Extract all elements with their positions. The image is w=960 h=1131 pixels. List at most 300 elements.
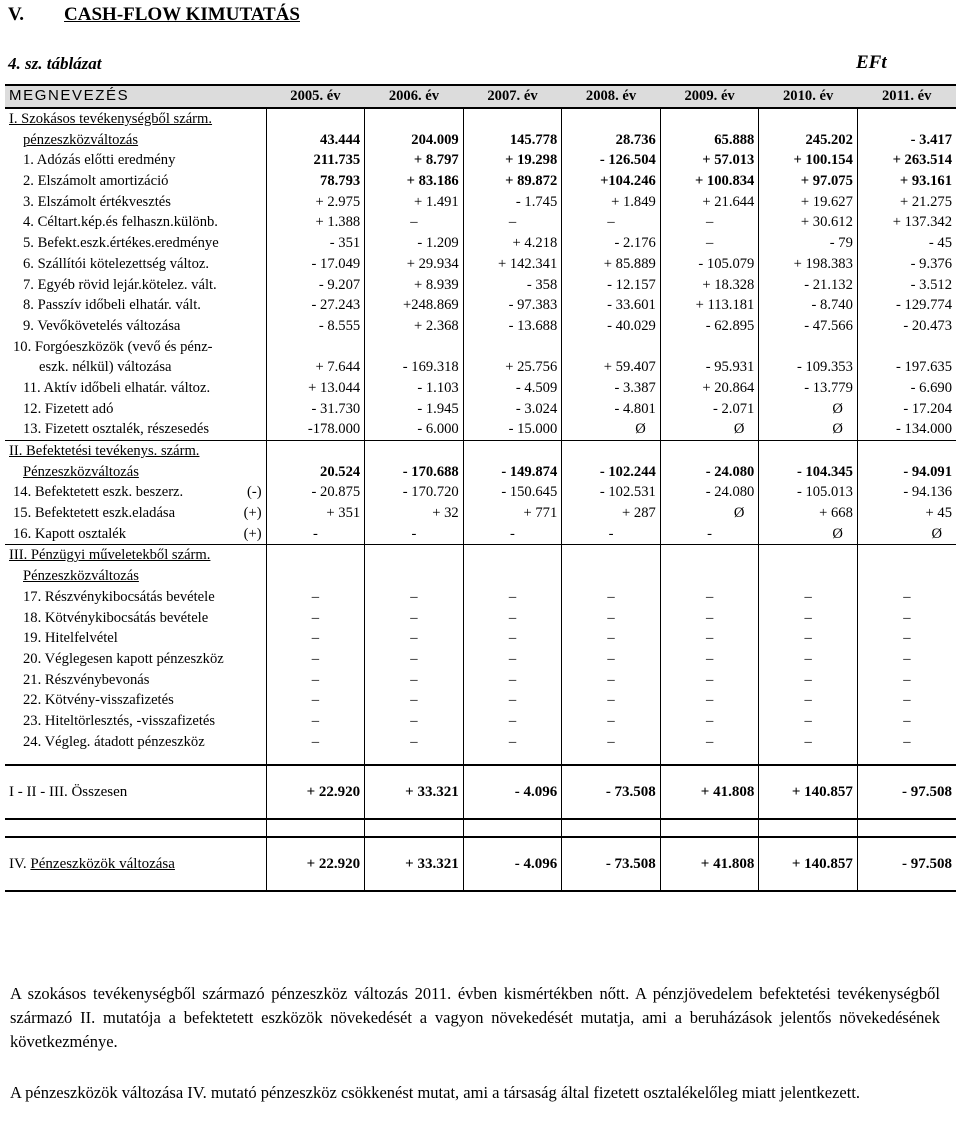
value-cell: -: [660, 523, 759, 544]
change-label: [5, 837, 266, 891]
value-cell: + 33.321: [365, 837, 464, 891]
value-cell: –: [660, 212, 759, 233]
value-cell: - 4.096: [463, 837, 562, 891]
value-cell: –: [463, 628, 562, 649]
spacer-cell: [660, 819, 759, 837]
value-cell: 65.888: [660, 129, 759, 150]
spacer-cell: [266, 819, 365, 837]
table-row: [5, 628, 956, 649]
value-cell: + 263.514: [857, 150, 956, 171]
section-1-title: [5, 108, 266, 130]
table-row: [5, 669, 956, 690]
value-cell: - 6.000: [365, 419, 464, 440]
value-cell: +104.246: [562, 171, 661, 192]
row-label: 1. Adózás előtti eredmény: [5, 150, 266, 171]
value-cell: –: [365, 731, 464, 752]
spacer-cell: [759, 752, 858, 765]
empty-cell: [266, 108, 365, 130]
value-cell: - 94.091: [857, 461, 956, 482]
table-row: [5, 523, 956, 544]
value-cell: + 287: [562, 503, 661, 524]
value-cell: –: [562, 587, 661, 608]
value-cell: –: [660, 587, 759, 608]
value-cell: - 170.688: [365, 461, 464, 482]
empty-cell: [660, 566, 759, 587]
spacer-cell: [266, 752, 365, 765]
table-row: [5, 212, 956, 233]
table-row: [5, 398, 956, 419]
value-cell: –: [463, 649, 562, 670]
empty-cell: [759, 545, 858, 566]
value-cell: + 33.321: [365, 765, 464, 819]
empty-cell: [660, 108, 759, 130]
value-cell: 211.735: [266, 150, 365, 171]
table-row: [5, 482, 956, 503]
value-cell: - 1.745: [463, 191, 562, 212]
value-cell: + 137.342: [857, 212, 956, 233]
row-label: 22. Kötvény-visszafizetés: [5, 690, 266, 711]
value-cell: + 7.644: [266, 357, 365, 378]
value-cell: + 41.808: [660, 765, 759, 819]
row-label: 17. Részvénykibocsátás bevétele: [5, 587, 266, 608]
value-cell: + 21.275: [857, 191, 956, 212]
value-cell: - 73.508: [562, 765, 661, 819]
row-label: [5, 482, 266, 503]
value-cell: –: [562, 649, 661, 670]
value-cell: –: [660, 711, 759, 732]
row-label: 19. Hitelfelvétel: [5, 628, 266, 649]
header-row: [5, 85, 956, 108]
section-2-title-text: II. Befektetési tevékenys. szárm.: [9, 443, 200, 460]
value-cell: –: [365, 649, 464, 670]
value-cell: -: [463, 523, 562, 544]
value-cell: –: [463, 607, 562, 628]
value-cell: - 3.417: [857, 129, 956, 150]
value-cell: - 24.080: [660, 482, 759, 503]
value-cell: - 1.103: [365, 378, 464, 399]
value-cell: + 13.044: [266, 378, 365, 399]
row-label: 9. Vevőkövetelés változása: [5, 316, 266, 337]
value-cell: + 100.834: [660, 171, 759, 192]
value-cell: - 97.383: [463, 295, 562, 316]
value-cell: - 24.080: [660, 461, 759, 482]
value-cell: - 12.157: [562, 274, 661, 295]
value-cell: + 22.920: [266, 765, 365, 819]
value-cell: - 17.049: [266, 254, 365, 275]
spacer-cell: [660, 752, 759, 765]
empty-cell: [660, 336, 759, 357]
cash-flow-table: [5, 84, 956, 892]
value-cell: - 129.774: [857, 295, 956, 316]
value-cell: + 198.383: [759, 254, 858, 275]
value-cell: + 41.808: [660, 837, 759, 891]
empty-cell: [857, 108, 956, 130]
value-cell: Ø: [857, 523, 956, 544]
value-cell: 28.736: [562, 129, 661, 150]
value-cell: Ø: [660, 503, 759, 524]
row-label: 18. Kötvénykibocsátás bevétele: [5, 607, 266, 628]
value-cell: - 3.512: [857, 274, 956, 295]
value-cell: + 113.181: [660, 295, 759, 316]
value-cell: –: [660, 233, 759, 254]
empty-cell: [463, 440, 562, 461]
value-cell: –: [759, 669, 858, 690]
value-cell: + 18.328: [660, 274, 759, 295]
value-cell: - 97.508: [857, 765, 956, 819]
value-cell: –: [266, 731, 365, 752]
value-cell: –: [365, 212, 464, 233]
value-cell: + 668: [759, 503, 858, 524]
year-header: 2009. év: [660, 85, 759, 108]
empty-cell: [759, 336, 858, 357]
value-cell: + 29.934: [365, 254, 464, 275]
value-cell: + 351: [266, 503, 365, 524]
section-3-sub: [5, 566, 266, 587]
row-label: 5. Befekt.eszk.értékes.eredménye: [5, 233, 266, 254]
row-label: [5, 523, 266, 544]
value-cell: –: [759, 731, 858, 752]
value-cell: –: [365, 711, 464, 732]
section-3-sub-row: [5, 566, 956, 587]
value-cell: - 79: [759, 233, 858, 254]
value-cell: 145.778: [463, 129, 562, 150]
value-cell: + 4.218: [463, 233, 562, 254]
spacer-cell: [5, 752, 266, 765]
empty-cell: [857, 545, 956, 566]
empty-cell: [562, 440, 661, 461]
value-cell: - 9.207: [266, 274, 365, 295]
value-cell: - 8.740: [759, 295, 858, 316]
empty-cell: [365, 108, 464, 130]
value-cell: –: [759, 628, 858, 649]
value-cell: Ø: [562, 419, 661, 440]
year-header: 2008. év: [562, 85, 661, 108]
value-cell: - 94.136: [857, 482, 956, 503]
empty-cell: [463, 545, 562, 566]
value-cell: + 21.644: [660, 191, 759, 212]
row-sign: (+): [243, 525, 262, 542]
value-cell: - 2.176: [562, 233, 661, 254]
value-cell: –: [266, 711, 365, 732]
value-cell: - 31.730: [266, 398, 365, 419]
value-cell: - 104.345: [759, 461, 858, 482]
empty-cell: [562, 566, 661, 587]
value-cell: –: [562, 731, 661, 752]
value-cell: –: [660, 607, 759, 628]
section-2-sub: [5, 461, 266, 482]
value-cell: –: [562, 690, 661, 711]
row-label: 10. Forgóeszközök (vevő és pénz-: [5, 336, 266, 357]
value-cell: - 149.874: [463, 461, 562, 482]
value-cell: –: [365, 669, 464, 690]
row-label: 2. Elszámolt amortizáció: [5, 171, 266, 192]
value-cell: –: [463, 711, 562, 732]
value-cell: - 95.931: [660, 357, 759, 378]
row-label: 7. Egyéb rövid lejár.kötelez. vált.: [5, 274, 266, 295]
value-cell: –: [266, 587, 365, 608]
value-cell: - 102.531: [562, 482, 661, 503]
paragraph-1: A szokásos tevékenységből származó pénzeszköz változás 2011. évben kismértékben nőtt. A pénzjövedelem befektetési tevékenységből származó II. mutatója a befektetett eszközök növekedését a vagyon növekedését mutatja, ami a beruházások jelentős növekedésének következménye.: [10, 984, 940, 1051]
spacer-cell: [857, 752, 956, 765]
row-label: 12. Fizetett adó: [5, 398, 266, 419]
empty-cell: [463, 108, 562, 130]
table-row: [5, 171, 956, 192]
row-label: 23. Hiteltörlesztés, -visszafizetés: [5, 711, 266, 732]
empty-cell: [365, 566, 464, 587]
section-3-title-row: [5, 545, 956, 566]
empty-cell: [266, 440, 365, 461]
value-cell: –: [562, 669, 661, 690]
value-cell: - 169.318: [365, 357, 464, 378]
value-cell: - 33.601: [562, 295, 661, 316]
empty-cell: [463, 566, 562, 587]
table-row: [5, 587, 956, 608]
row-label: 13. Fizetett osztalék, részesedés: [5, 419, 266, 440]
year-header: 2010. év: [759, 85, 858, 108]
section-1-sub-text: pénzeszközváltozás: [23, 131, 139, 148]
value-cell: - 134.000: [857, 419, 956, 440]
value-cell: + 100.154: [759, 150, 858, 171]
value-cell: +248.869: [365, 295, 464, 316]
value-cell: + 2.975: [266, 191, 365, 212]
row-label: 20. Véglegesen kapott pénzeszköz: [5, 649, 266, 670]
value-cell: –: [759, 711, 858, 732]
value-cell: Ø: [759, 419, 858, 440]
value-cell: + 85.889: [562, 254, 661, 275]
empty-cell: [759, 566, 858, 587]
value-cell: - 13.779: [759, 378, 858, 399]
value-cell: + 59.407: [562, 357, 661, 378]
value-cell: - 21.132: [759, 274, 858, 295]
value-cell: 78.793: [266, 171, 365, 192]
value-cell: –: [365, 690, 464, 711]
gap-row: [5, 819, 956, 837]
row-label: eszk. nélkül) változása: [5, 357, 266, 378]
empty-cell: [365, 440, 464, 461]
section-2-sub-text: Pénzeszközváltozás: [23, 463, 139, 480]
value-cell: - 170.720: [365, 482, 464, 503]
value-cell: + 19.627: [759, 191, 858, 212]
value-cell: –: [759, 607, 858, 628]
unit-label: EFt: [856, 52, 887, 73]
section-1-title-row: [5, 108, 956, 130]
value-cell: + 25.756: [463, 357, 562, 378]
spacer-cell: [463, 752, 562, 765]
value-cell: –: [857, 731, 956, 752]
value-cell: - 9.376: [857, 254, 956, 275]
value-cell: 43.444: [266, 129, 365, 150]
value-cell: - 73.508: [562, 837, 661, 891]
value-cell: - 97.508: [857, 837, 956, 891]
value-cell: - 358: [463, 274, 562, 295]
value-cell: Ø: [759, 398, 858, 419]
value-cell: –: [463, 731, 562, 752]
value-cell: - 20.875: [266, 482, 365, 503]
spacer-cell: [759, 819, 858, 837]
value-cell: + 19.298: [463, 150, 562, 171]
row-label: 21. Részvénybevonás: [5, 669, 266, 690]
value-cell: –: [562, 607, 661, 628]
table-number: 4. sz. táblázat: [8, 54, 102, 73]
value-cell: - 197.635: [857, 357, 956, 378]
section-title: CASH-FLOW KIMUTATÁS: [64, 4, 300, 25]
value-cell: –: [562, 711, 661, 732]
value-cell: –: [660, 690, 759, 711]
value-cell: + 45: [857, 503, 956, 524]
value-cell: - 351: [266, 233, 365, 254]
value-cell: –: [660, 669, 759, 690]
table-row: [5, 731, 956, 752]
value-cell: –: [463, 587, 562, 608]
empty-cell: [857, 336, 956, 357]
table-row: [5, 378, 956, 399]
value-cell: –: [857, 669, 956, 690]
table-row: [5, 233, 956, 254]
section-3-sub-text: Pénzeszközváltozás: [23, 568, 139, 585]
empty-cell: [759, 440, 858, 461]
row-label: 3. Elszámolt értékvesztés: [5, 191, 266, 212]
value-cell: - 62.895: [660, 316, 759, 337]
value-cell: –: [266, 690, 365, 711]
value-cell: + 1.491: [365, 191, 464, 212]
empty-cell: [759, 108, 858, 130]
value-cell: - 8.555: [266, 316, 365, 337]
value-cell: + 8.797: [365, 150, 464, 171]
value-cell: –: [857, 649, 956, 670]
value-cell: + 89.872: [463, 171, 562, 192]
spacer-cell: [562, 752, 661, 765]
table-row: [5, 274, 956, 295]
spacer-cell: [5, 819, 266, 837]
value-cell: –: [562, 628, 661, 649]
change-row: [5, 837, 956, 891]
empty-cell: [266, 545, 365, 566]
empty-cell: [266, 566, 365, 587]
value-cell: - 3.024: [463, 398, 562, 419]
row-label: 11. Aktív időbeli elhatár. változ.: [5, 378, 266, 399]
row-label: 24. Végleg. átadott pénzeszköz: [5, 731, 266, 752]
value-cell: –: [463, 212, 562, 233]
section-number: V.: [8, 4, 25, 25]
value-cell: –: [660, 731, 759, 752]
value-cell: - 20.473: [857, 316, 956, 337]
value-cell: -: [365, 523, 464, 544]
value-cell: - 13.688: [463, 316, 562, 337]
section-3-title-text: III. Pénzügyi műveletekből szárm.: [9, 547, 211, 564]
value-cell: - 150.645: [463, 482, 562, 503]
value-cell: + 20.864: [660, 378, 759, 399]
change-label-text: Pénzeszközök változása: [30, 856, 175, 872]
value-cell: - 17.204: [857, 398, 956, 419]
empty-cell: [463, 336, 562, 357]
value-cell: + 140.857: [759, 765, 858, 819]
spacer-cell: [857, 819, 956, 837]
value-cell: - 102.244: [562, 461, 661, 482]
table-row: [5, 419, 956, 440]
value-cell: –: [266, 607, 365, 628]
value-cell: –: [463, 669, 562, 690]
value-cell: –: [660, 628, 759, 649]
value-cell: - 105.013: [759, 482, 858, 503]
value-cell: 20.524: [266, 461, 365, 482]
total-label: I - II - III. Összesen: [5, 765, 266, 819]
row-label: [5, 503, 266, 524]
row-sign: (-): [247, 484, 262, 501]
value-cell: –: [365, 587, 464, 608]
value-cell: –: [759, 690, 858, 711]
empty-cell: [562, 545, 661, 566]
table-row: [5, 150, 956, 171]
section-3-title: [5, 545, 266, 566]
value-cell: –: [857, 711, 956, 732]
spacer-cell: [463, 819, 562, 837]
year-header: 2005. év: [266, 85, 365, 108]
empty-cell: [266, 336, 365, 357]
value-cell: –: [463, 690, 562, 711]
paragraph-2: A pénzeszközök változása IV. mutató pénzeszköz csökkenést mutat, ami a társaság által fizetett osztalékelőleg miatt jelentkezett.: [10, 1083, 861, 1102]
value-cell: –: [266, 669, 365, 690]
value-cell: - 1.209: [365, 233, 464, 254]
value-cell: + 140.857: [759, 837, 858, 891]
value-cell: - 6.690: [857, 378, 956, 399]
value-cell: + 771: [463, 503, 562, 524]
value-cell: 204.009: [365, 129, 464, 150]
change-num: IV.: [9, 856, 27, 872]
value-cell: + 22.920: [266, 837, 365, 891]
table-row: [5, 254, 956, 275]
value-cell: + 8.939: [365, 274, 464, 295]
section-2-title: [5, 440, 266, 461]
value-cell: - 4.801: [562, 398, 661, 419]
spacer-cell: [365, 752, 464, 765]
section-2-title-row: [5, 440, 956, 461]
value-cell: - 2.071: [660, 398, 759, 419]
year-header: 2007. év: [463, 85, 562, 108]
value-cell: - 27.243: [266, 295, 365, 316]
value-cell: + 93.161: [857, 171, 956, 192]
row-label-text: 16. Kapott osztalék: [13, 525, 127, 542]
spacer-row: [5, 752, 956, 765]
row-label: 4. Céltart.kép.és felhaszn.különb.: [5, 212, 266, 233]
value-cell: –: [857, 628, 956, 649]
value-cell: - 4.096: [463, 765, 562, 819]
table-row: [5, 690, 956, 711]
value-cell: –: [365, 628, 464, 649]
empty-cell: [660, 440, 759, 461]
header-label: MEGNEVEZÉS: [5, 85, 266, 108]
value-cell: -178.000: [266, 419, 365, 440]
empty-cell: [562, 108, 661, 130]
value-cell: + 2.368: [365, 316, 464, 337]
table-row: [5, 357, 956, 378]
row-label: 6. Szállítói kötelezettség változ.: [5, 254, 266, 275]
value-cell: –: [266, 649, 365, 670]
value-cell: + 97.075: [759, 171, 858, 192]
total-row: [5, 765, 956, 819]
value-cell: - 15.000: [463, 419, 562, 440]
empty-cell: [857, 440, 956, 461]
table-row: [5, 711, 956, 732]
value-cell: - 47.566: [759, 316, 858, 337]
value-cell: + 32: [365, 503, 464, 524]
empty-cell: [660, 545, 759, 566]
value-cell: - 3.387: [562, 378, 661, 399]
value-cell: + 57.013: [660, 150, 759, 171]
empty-cell: [365, 336, 464, 357]
value-cell: –: [266, 628, 365, 649]
spacer-cell: [562, 819, 661, 837]
section-1-title-text: I. Szokásos tevékenységből szárm.: [9, 111, 213, 128]
